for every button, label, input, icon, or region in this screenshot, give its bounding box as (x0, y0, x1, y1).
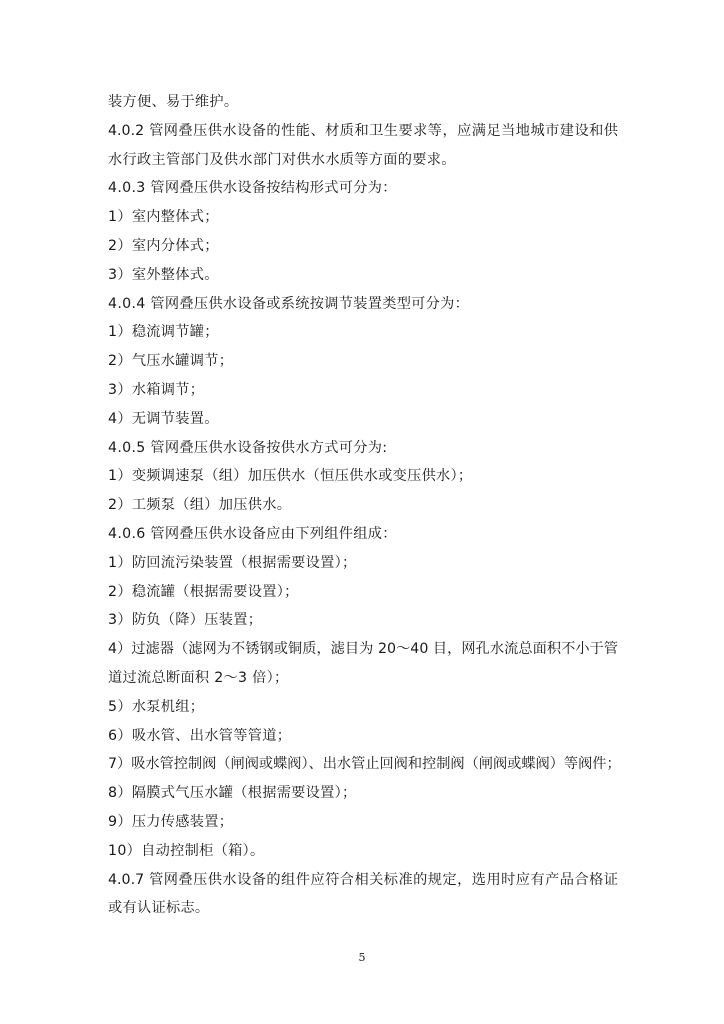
list-item: 1）稳流调节罐； (108, 324, 219, 341)
list-item: 2）稳流罐（根据需要设置）； (108, 583, 299, 600)
list-item: 8）隔膜式气压水罐（根据需要设置）； (108, 785, 357, 802)
list-item: 6）吸水管、出水管等管道； (108, 727, 292, 744)
section-heading: 4.0.7 管网叠压供水设备的组件应符合相关标准的规定，选用时应有产品合格证 (108, 871, 618, 888)
list-item: 1）防回流污染装置（根据需要设置）； (108, 554, 357, 571)
list-item: 3）防负（降）压装置； (108, 612, 263, 629)
body-text (108, 88, 621, 923)
list-item: 5）水泵机组； (108, 698, 205, 715)
list-item: 7）吸水管控制阀（闸阀或蝶阀）、出水管止回阀和控制阀（闸阀或蝶阀）等阀件； (108, 756, 621, 773)
list-item: 2）室内分体式； (108, 237, 219, 254)
list-item: 1）室内整体式； (108, 209, 219, 226)
list-item: 10）自动控制柜（箱）。 (108, 842, 265, 859)
text-line: 或有认证标志。 (108, 900, 210, 917)
list-item: 2）工频泵（组）加压供水。 (108, 497, 292, 514)
section-heading: 4.0.5 管网叠压供水设备按供水方式可分为: (108, 439, 388, 456)
text-line: 水行政主管部门及供水部门对供水水质等方面的要求。 (108, 151, 456, 168)
list-item: 3）室外整体式。 (108, 266, 219, 283)
list-item: 4）过滤器（滤网为不锈钢或铜质，滤目为 20～40 目，网孔水流总面积不小于管 (108, 641, 618, 658)
section-heading: 4.0.6 管网叠压供水设备应由下列组件组成： (108, 525, 397, 542)
text-line: 4.0.2 管网叠压供水设备的性能、材质和卫生要求等，应满足当地城市建设和供 (108, 122, 618, 139)
list-item-continuation: 道过流总断面积 2～3 倍）； (108, 669, 289, 686)
section-heading: 4.0.4 管网叠压供水设备或系统按调节装置类型可分为： (108, 295, 470, 312)
list-item: 3）水箱调节； (108, 381, 205, 398)
list-item: 4）无调节装置。 (108, 410, 219, 427)
list-item: 2）气压水罐调节； (108, 353, 234, 370)
text-line: 装方便、易于维护。 (108, 94, 239, 110)
list-item: 1）变频调速泵（组）加压供水（恒压供水或变压供水）； (108, 468, 473, 485)
list-item: 9）压力传感装置； (108, 813, 234, 830)
page-number: 5 (358, 951, 366, 964)
section-heading: 4.0.3 管网叠压供水设备按结构形式可分为： (108, 180, 397, 197)
